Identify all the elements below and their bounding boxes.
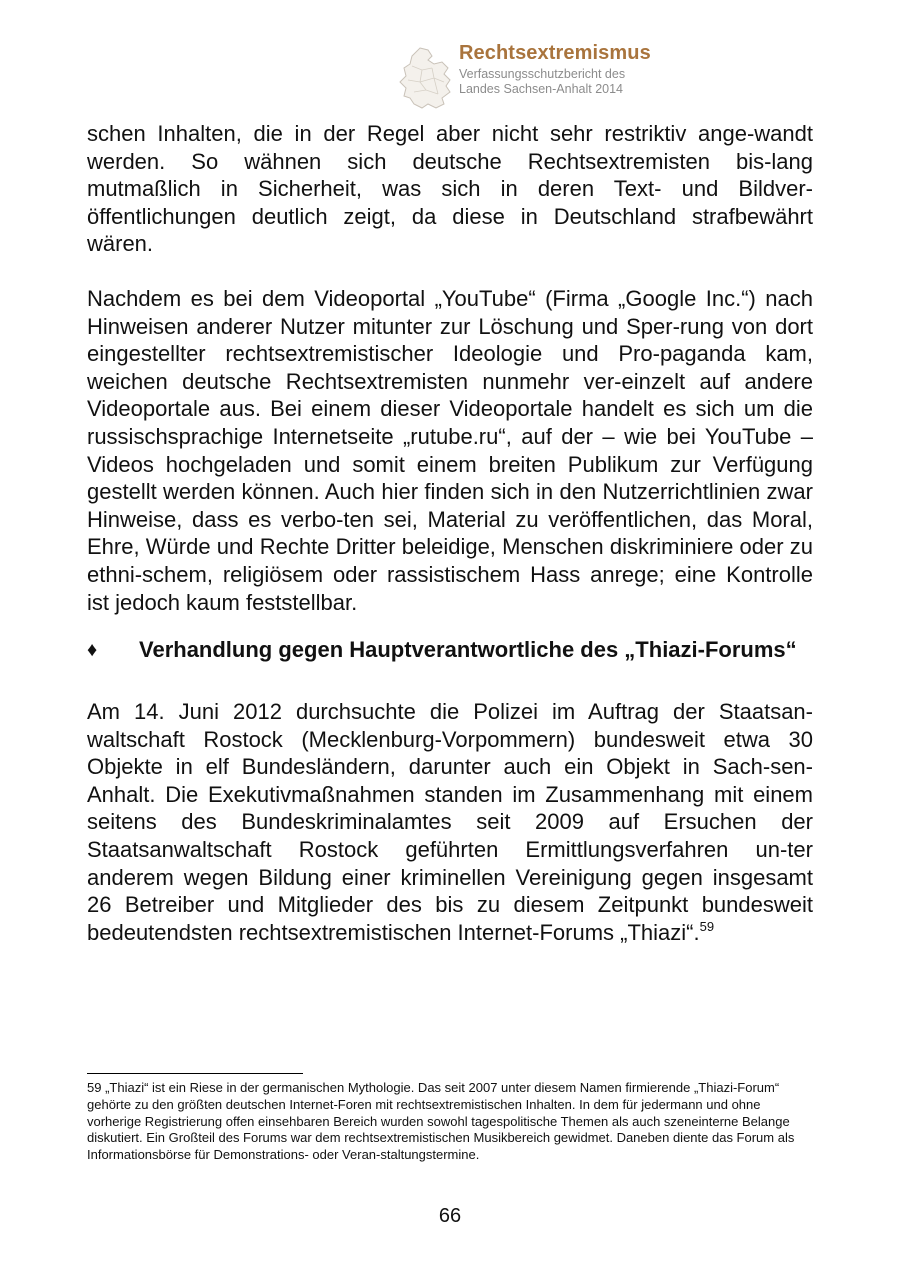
- header-subtitle-line1: Verfassungsschutzbericht des: [459, 67, 626, 81]
- sachsen-anhalt-map-icon: [398, 46, 454, 112]
- page-number: 66: [438, 1205, 462, 1227]
- diamond-bullet-icon: ♦: [87, 639, 98, 662]
- paragraph-1: schen Inhalten, die in der Regel aber nicht sehr restriktiv ange-wandt werden. So wähnen sich deutsche Rechtsextremisten bis-lang mutmaßlich in Sicherheit, was sich in deren Text- und Bildver-öffentlichungen deutlich zeigt, da diese in Deutschland strafbewährt wären.: [87, 121, 813, 257]
- section-heading: [87, 636, 813, 664]
- footnote-59: 59 „Thiazi“ ist ein Riese in der germanischen Mythologie. Das seit 2007 unter diesem Namen firmierende „Thiazi-Forum“ gehörte zu den größten deutschen Internet-Foren mit rechtsextremistischen Inhalten. In dem für jedermann und ohne vorherige Registrierung offen einsehbaren Bereich wurden sowohl tagespolitische Themen als auch szeneinterne Belange diskutiert. Ein Großteil des Forums war dem rechtsextremistischen Musikbereich gewidmet. Daneben diente das Forum als Informationsbörse für Demonstrations- oder Veran-staltungstermine.: [87, 1080, 795, 1163]
- paragraph-3: [87, 698, 813, 946]
- page-body: [87, 120, 813, 946]
- paragraph-2: Nachdem es bei dem Videoportal „YouTube“ (Firma „Google Inc.“) nach Hinweisen anderer Nutzer mitunter zur Löschung und Sper-rung von dort eingestellter rechtsextremistischer Ideologie und Pro-paganda kam, weichen deutsche Rechtsextremisten nunmehr ver-einzelt auf andere Videoportale aus. Bei einem dieser Videoportale handelt es sich um die russischsprachige Internetseite „rutube.ru“, auf der – wie bei YouTube – Videos hochgeladen und somit einem breiten Publikum zur Verfügung gestellt werden können. Auch hier finden sich in den Nutzerrichtlinien zwar Hinweise, dass es verbo-ten sei, Material zu veröffentlichen, das Moral, Ehre, Würde und Rechte Dritter beleidige, Menschen diskriminiere oder zu ethni-schem, religiösem oder rassistischem Hass anrege; eine Kontrolle ist jedoch kaum feststellbar.: [87, 285, 813, 615]
- paragraph-3-text: Am 14. Juni 2012 durchsuchte die Polizei im Auftrag der Staatsan-waltschaft Rostock (Mecklenburg-Vorpommern) bundesweit etwa 30 Objekte in elf Bundesländern, darunter auch ein Objekt in Sach-sen-Anhalt. Die Exekutivmaßnahmen standen im Zusammenhang mit einem seitens des Bundeskriminalamtes seit 2009 auf Ersuchen der Staatsanwaltschaft Rostock geführten Ermittlungsverfahren un-ter anderem wegen Bildung einer kriminellen Vereinigung gegen insgesamt 26 Betreiber und Mitglieder des bis zu diesem Zeitpunkt bundesweit bedeutendsten rechtsextremistischen Internet-Forums „Thiazi“.: [87, 699, 813, 945]
- header-subtitle-line2: Landes Sachsen-Anhalt 2014: [459, 82, 624, 96]
- footnote-divider: [87, 1073, 303, 1074]
- footnote-reference[interactable]: 59: [699, 918, 715, 934]
- section-heading-text: Verhandlung gegen Hauptverantwortliche des „Thiazi-Forums“: [139, 637, 797, 663]
- page-header: [398, 42, 698, 114]
- header-title: Rechtsextremismus: [459, 42, 651, 64]
